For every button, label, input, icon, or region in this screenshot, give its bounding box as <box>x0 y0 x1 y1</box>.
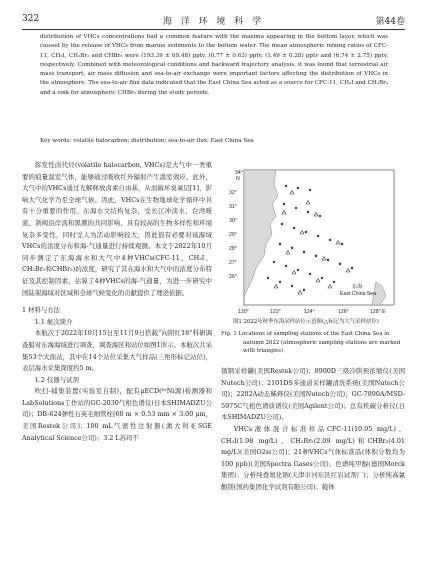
lon-label: 126° <box>338 309 349 315</box>
cruise-paragraph: 本航次于2022年10月15日至11月9日搭载“向阳红18”科研调查船对东海海域进行调查，调查海区和站位如图1所示。本航次共采集53个大面站，其中在14个站位采集大气样品(三角形标记站位)，表层海水采集深度约5 m。 <box>22 329 212 373</box>
reagent-paragraph: 锈钢采样罐(美国Restek公司)；8900D三级冷阱预浓缩仪(美国Nutech公司)；2101DS多通道采样罐清洗系统(美国Nutech公司)；2202A动态稀释仪(美国Nutech公司)；GC-7890A/MSD-5975C气相色谱质谱仪(美国Agilent公司)；总有机碳分析仪(日本SHIMADZU公司)。 <box>221 367 405 422</box>
lat-label: 28° <box>229 246 237 252</box>
section-heading-1: 1 材料与方法 <box>22 306 61 315</box>
lat-label: 30° <box>229 218 237 224</box>
keywords-english: Key words: volatile halocarbon; distribution; sea-to-air flux; East China Sea <box>40 138 254 144</box>
lat-label: N <box>236 176 240 182</box>
lon-label: 120° <box>238 309 249 315</box>
intro-paragraph: 挥发性卤代烃(volatile halocarbon, VHCs)是大气中一类重要的痕量温室气体，能够通过吸收红外辐射产生温室效应。此外，大气中的VHCs通过光解释放卤素自由基，从而破坏臭氧层[1]，影响大气化学乃至全球气候。因此，VHCs在生物地球化学循环中具有十分重要的作用。东海水文结构复杂，受长江冲淡水、台湾暖流、浙闽沿岸流和黑潮的共同影响，具有较高的生物多样性和环境复杂多变性，同时受人为活动影响较大，因此很有必要对该海域VHCs的浓度分布和海-气通量进行持续观测。本文于2022年10月同步测定了东海海水和大气中4种VHCs(CFC-11、CH₃I、CH₂Br₂和CHBr₃)的浓度，研究了其在海水和大气中的浓度分布特征及其控制因素，估算了4种VHCs的海-气通量，为进一步研究中国陆架海域对区域和全球气候变化的贡献提供了理论依据。 <box>22 161 212 297</box>
lat-label: 31° <box>229 204 237 210</box>
lat-label: 34° <box>235 170 243 176</box>
lat-label: 32° <box>229 190 237 196</box>
left-column <box>22 160 212 444</box>
section-heading-1-2: 1.2 仪器与试剂 <box>34 375 79 384</box>
figure-caption <box>221 318 405 355</box>
lat-label: 26° <box>229 274 237 280</box>
right-column <box>221 366 405 494</box>
sea-label-cn: 东海 <box>352 284 363 290</box>
journal-name: 海 洋 环 境 科 学 <box>162 17 265 27</box>
abstract-english: distribution of VHCs concentrations had a common feature with the maxima appearing in the bottom layer, which was caused by the release of VHCs from marine sediments to the bottom water. The mean atmospheric mixing ratios of CFC-11, CH₃I, CH₂Br₂ and CHBr₃ were (193.39 ± 69.48) pptv, (0.77 ± 0.63) pptv, (1.49 ± 0.28) pptv and (6.74 ± 2.75) pptv, respectively. Combined with meteorological conditions and backward trajectory analysis, it was found that terrestrial air mass transport, air mass diffusion and sea-to-air exchange were important factors affecting the distribution of VHCs in the atmosphere. The sea-to-air flux data indicated that the East China Sea acted as a source for CFC-11, CH₃I and CH₂Br₂ and a sink for atmospheric CHBr₃ during the study periods. <box>40 34 388 96</box>
standards-paragraph: VHCs液体混合标准样品CFC-11(10.05 mg/L)、CH₃I(1.98 mg/L)、CH₂Br₂(2.09 mg/L)和CHBr₃(4.01 mg/L)(美国O2si公司)；21种VHCs气体标准品(体积分数均为100 ppb)(美国Spectra Gases公司)；色谱纯甲醇(德国Merck集团)；分析纯叠氮化钠(天津市河东区红岩试剂厂)；分析纯高氯酸镁(国药集团化学试剂有限公司)；载体 <box>221 424 405 491</box>
section-heading-1-1: 1.1 航次简介 <box>34 317 73 326</box>
instrument-paragraph: 吹扫-捕集装置(实验室自制)，配有μECD(⁶³Ni源)检测器和LabSolutions工作站的GC-2030气相色谱仪(日本SHIMADZU公司)；DB-624弹性石英毛细管柱(60 m × 0.53 mm × 3.00 μm，美国Restek公司)；100 mL气密性注射器(澳大利亚SGE Analytical Science公司)；3.2 L苏玛不 <box>22 387 212 442</box>
page-number: 322 <box>22 14 40 24</box>
lon-label: 122° <box>270 309 281 315</box>
running-header <box>22 14 405 28</box>
lat-label: 27° <box>229 260 237 266</box>
lat-label: 29° <box>229 232 237 238</box>
sea-label-en: East China Sea <box>340 291 377 297</box>
lon-label: 128° E <box>370 309 386 315</box>
lon-label: 124° <box>304 309 315 315</box>
caption-english: Fig. 1 Locations of sampling stations of the East China Sea in autumn 2022 (atmospheric sampling stations are marked with triangles) <box>221 331 401 354</box>
caption-chinese: 图1 2022年秋季东海采样站位示意图(△标记为大气采样站位) <box>233 319 379 325</box>
header-rule <box>22 29 405 30</box>
volume-label: 第44卷 <box>375 17 405 27</box>
station-map-figure <box>226 164 400 316</box>
